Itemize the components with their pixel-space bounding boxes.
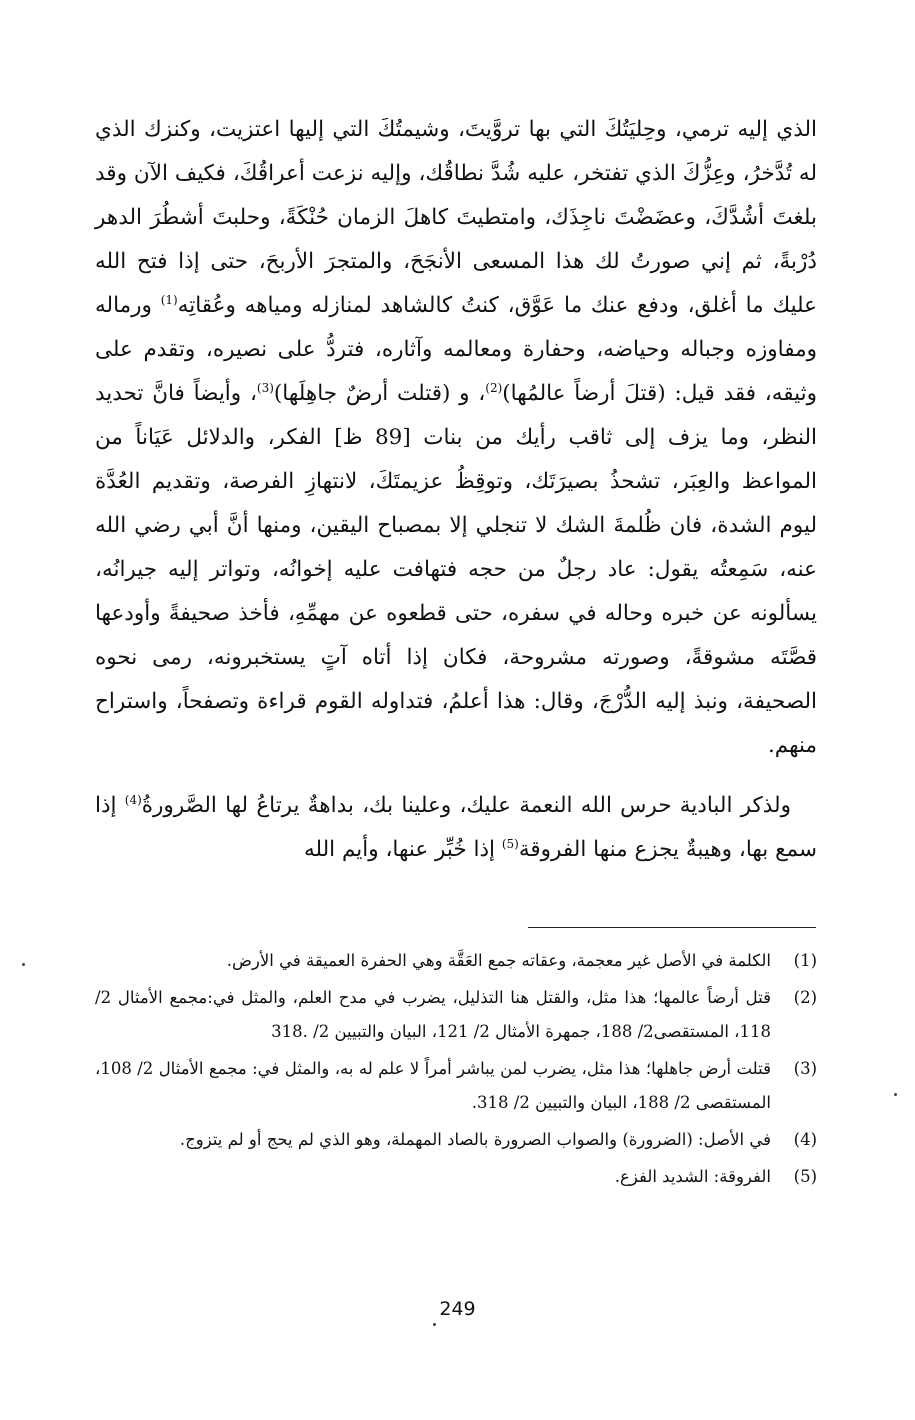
scan-speck (894, 1093, 897, 1096)
footnote-ref-2: (2) (485, 380, 503, 395)
footnote-text: قتل أرضاً عالمها؛ هذا مثل، والقتل هنا التذليل، يضرب في مدح العلم، والمثل في:مجمع الأمثال 2/ 118، المستقصى2/ 188، جمهرة الأمثال 2/ 121، البيان والتبيين 2/ .318 (95, 988, 771, 1041)
paragraph-1 (95, 108, 817, 768)
footnote-text: الفروقة: الشديد الفزع. (614, 1167, 771, 1186)
paragraph-text: ، وأيضاً فانَّ تحديد النظر، وما يزف إلى ثاقب رأيك من بنات [89 ظ] الفكر، والدلائل عَيَاناً من المواعظ والعِبَر، تشحذُ بصيرَتَك، وتوقِظُ عزيمتَكَ، لانتهازِ الفرصة، وتقديم العُدَّة ليوم الشدة، فان ظُلمةَ الشك لا تنجلي إلا بمصباح اليقين، ومنها أنَّ أبي رضي الله عنه، سَمِعتُه يقول: عاد رجلٌ من حجه فتهافت عليه إخوانُه، وتواتر إليه جيرانُه، يسألونه عن خبره وحاله في سفره، حتى قطعوه عن مهمِّهِ، فأخذ صحيفةً وأودعها قصَّتَه مشوقةً، وصورته مشروحة، فكان إذا أتاه آتٍ يستخبرونه، رمى نحوه الصحيفة، ونبذ إليه الدُّرْجَ، وقال: هذا أعلمُ، فتداوله القوم قراءة وتصفحاً، واستراح منهم. (95, 381, 817, 758)
footnote-ref-1: (1) (160, 292, 178, 307)
footnote-number: (3) (793, 1059, 817, 1078)
footnote-ref-5: (5) (501, 836, 519, 851)
footnote-separator (528, 927, 816, 928)
footnotes (95, 944, 817, 1197)
footnote-ref-3: (3) (256, 380, 274, 395)
paragraph-text: إذا سمع بها، وهيبةٌ يجزع منها الفروقة (95, 793, 817, 862)
footnote-text: قتلت أرض جاهلها؛ هذا مثل، يضرب لمن يباشر أمراً لا علم له به، والمثل في: مجمع الأمثال 2/ 108، المستقصى 2/ 188، البيان والتبيين 2/ 318. (95, 1059, 771, 1112)
main-text (95, 108, 817, 872)
footnote-text: الكلمة في الأصل غير معجمة، وعقاته جمع العَقَّة وهي الحفرة العميقة في الأرض. (226, 951, 771, 970)
paragraph-text: ورماله ومفاوزه وجباله وحياضه، وحفارة ومعالمه وآثاره، فتردُّ على نصيره، وتقدم على وثيقه، فقد قيل: (قتلَ أرضاً عالمُها) (95, 293, 817, 406)
footnote-number: (4) (793, 1130, 817, 1149)
page-number: 249 (439, 1298, 476, 1320)
scan-speck (22, 963, 25, 966)
footnote-1 (95, 944, 817, 978)
paragraph-text: الذي إليه ترمي، وحِليَتُكَ التي بها تروَّيتَ، وشيمتُكَ التي إليها اعتزيت، وكنزك الذي له تُدَّخرُ، وعِزُّكَ الذي تفتخر، عليه شُدَّ نطاقُك، وإليه نزعت أعراقُكَ، فكيف الآن وقد بلغتَ أشُدَّكَ، وعضَضْتَ ناجِذَك، وامتطيتَ كاهلَ الزمان حُنْكَةً، وحلبتَ أشطُرَ الدهر دُرْبةً، ثم إني صورتُ لك هذا المسعى الأنجَحَ، والمتجرَ الأربحَ، حتى إذا فتح الله عليك ما أغلق، ودفع عنك ما عَوَّق، كنتُ كالشاهد لمنازله ومياهه وعُقاتِه (95, 117, 817, 318)
scan-speck (433, 1323, 436, 1326)
paragraph-text: ، و (قتلت أرضٌ جاهِلَها) (273, 381, 486, 406)
paragraph-text: إذا خُبِّر عنها، وأيم الله (303, 837, 502, 862)
footnote-number: (5) (793, 1167, 817, 1186)
footnote-number: (2) (793, 988, 817, 1007)
footnote-4 (95, 1123, 817, 1157)
footnote-ref-4: (4) (124, 792, 142, 807)
footnote-2 (95, 981, 817, 1049)
paragraph-text: ولذكر البادية حرس الله النعمة عليك، وعلينا بك، بداهةٌ يرتاعُ لها الصَّرورةُ (141, 793, 791, 818)
footnote-number: (1) (793, 951, 817, 970)
paragraph-2 (95, 784, 817, 872)
footnote-5 (95, 1160, 817, 1194)
footnote-3 (95, 1052, 817, 1120)
footnote-text: في الأصل: (الضرورة) والصواب الصرورة بالصاد المهملة، وهو الذي لم يحج أو لم يتزوج. (179, 1130, 771, 1149)
